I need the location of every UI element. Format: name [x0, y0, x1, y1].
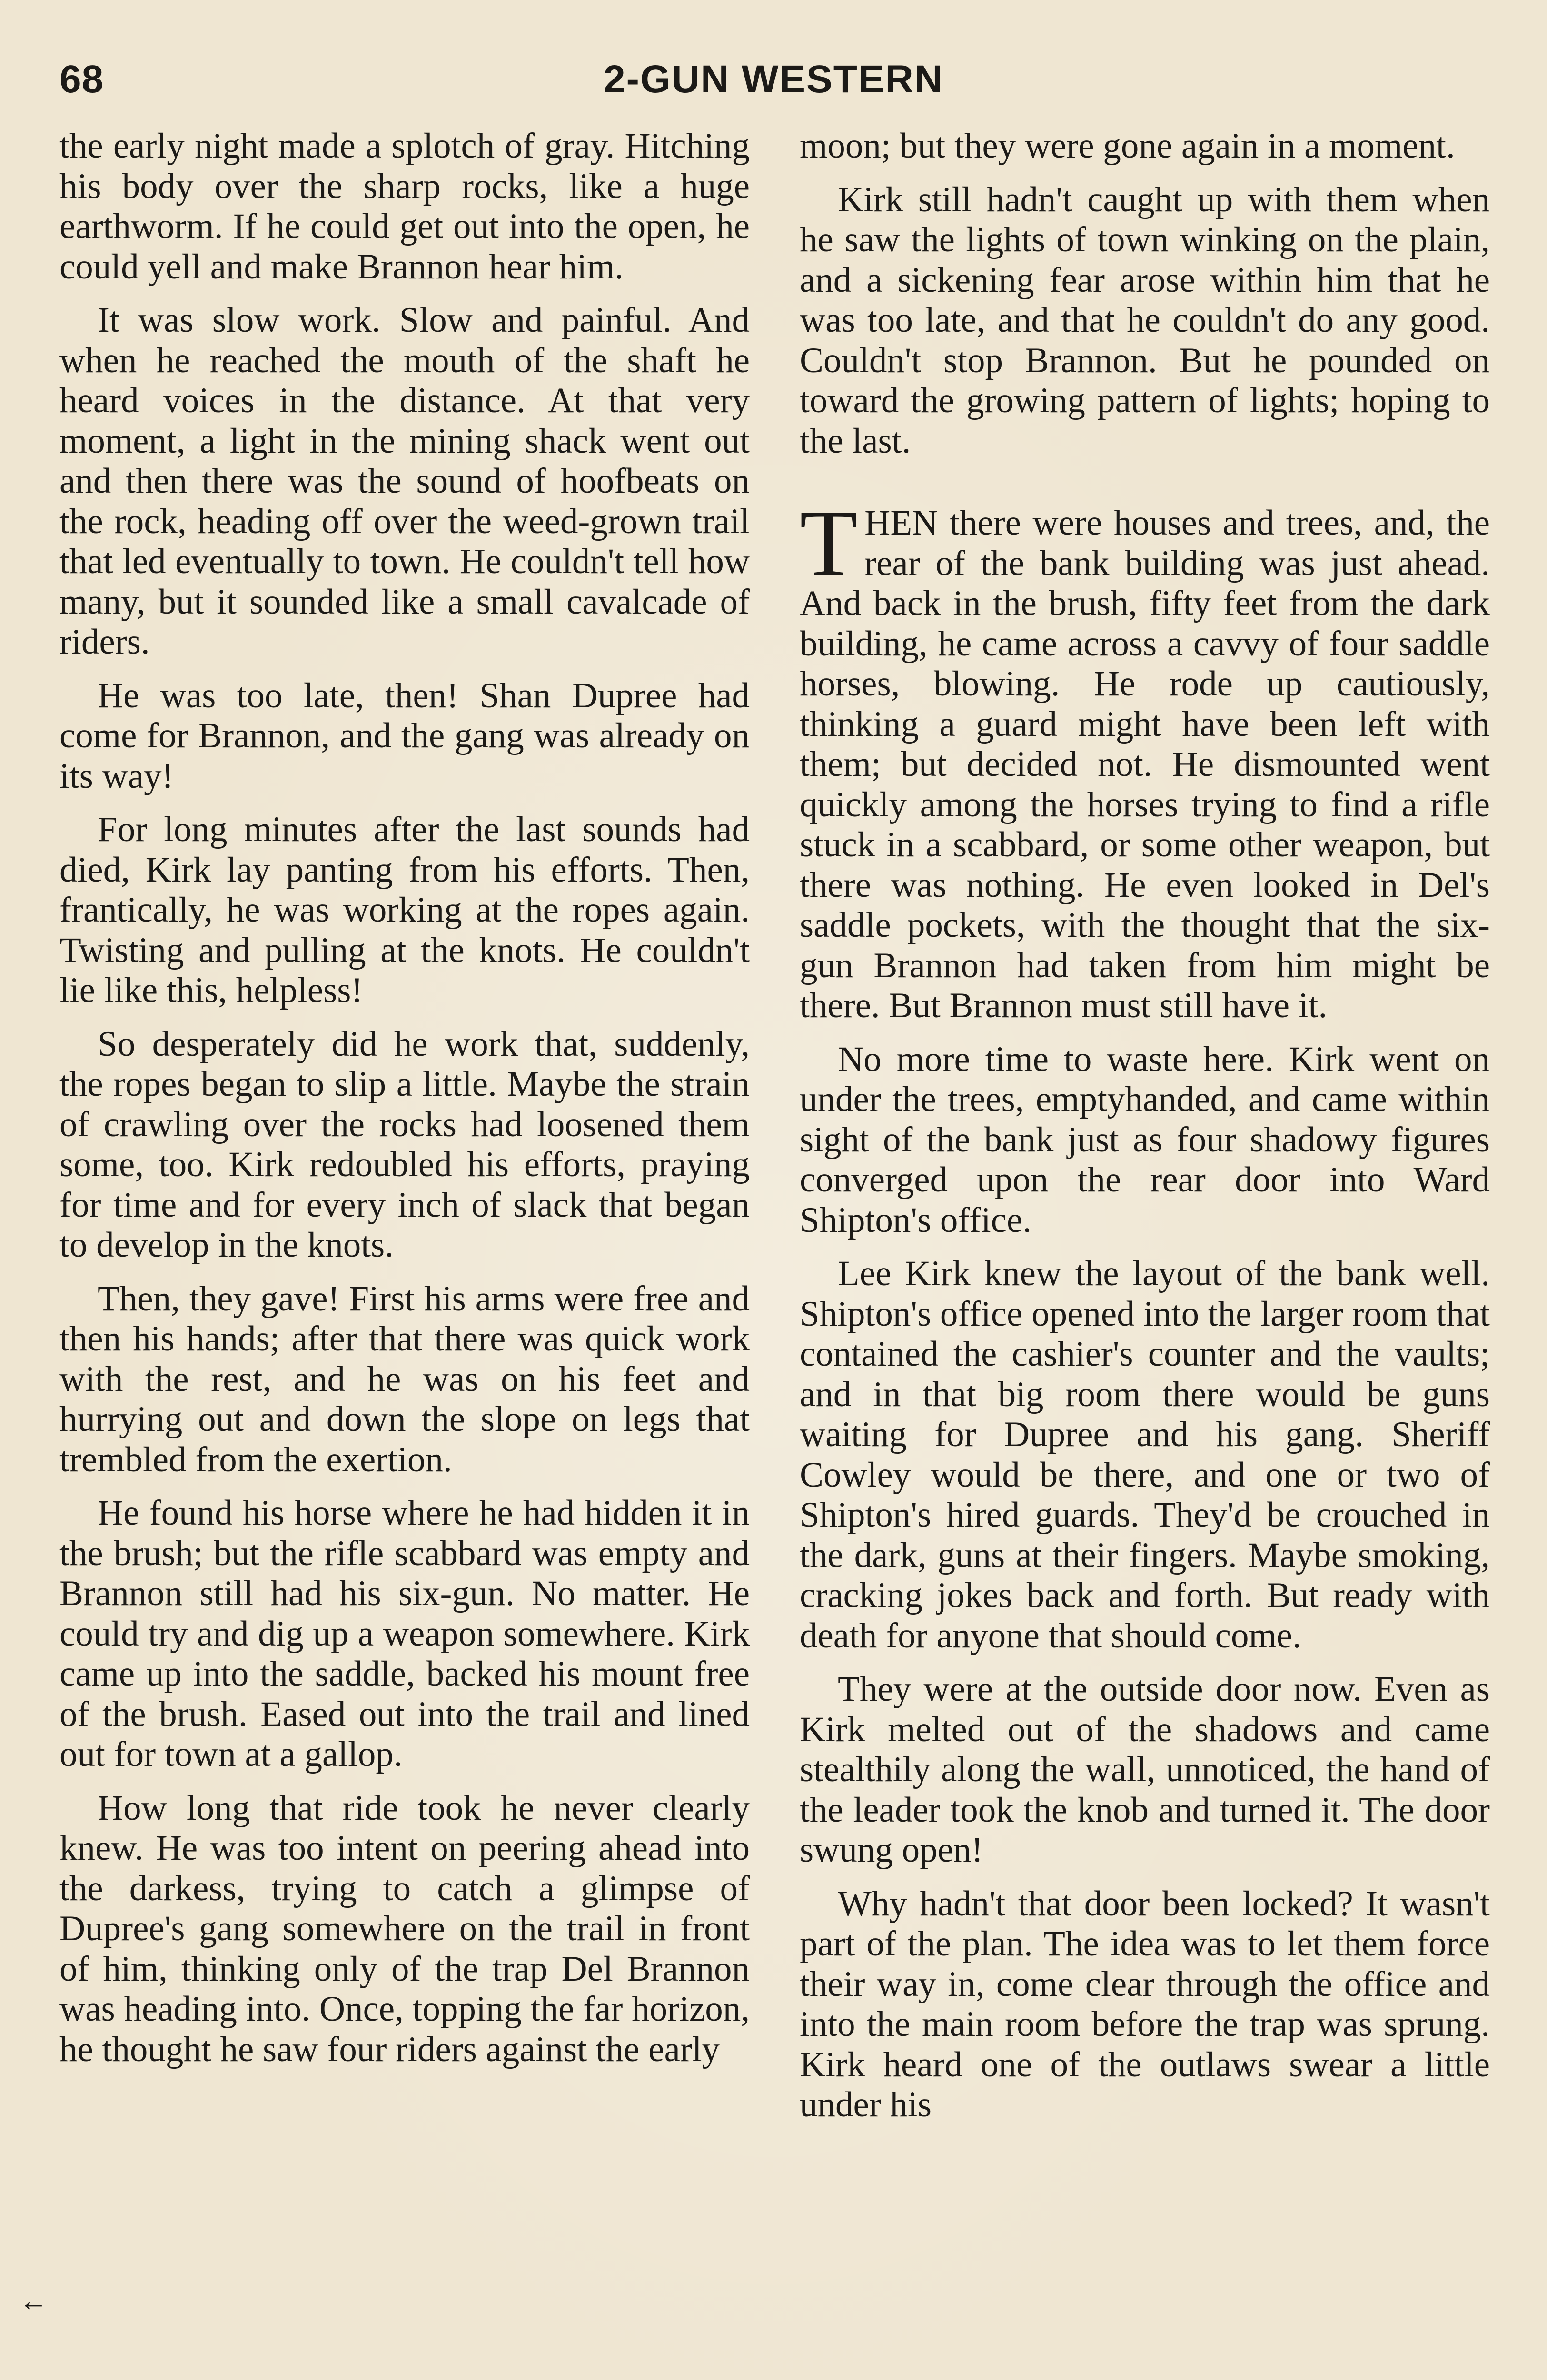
paragraph: They were at the outside door now. Even as Kirk melted out of the shadows and came stealthily along the wall, unnoticed, the hand of the leader took the knob and turned it. The door swung open!: [800, 1669, 1490, 1870]
paragraph: How long that ride took he never clearly knew. He was too intent on peering ahead into the darkess, trying to catch a glimpse of Dupree's gang somewhere on the trail in front of him, thinking only of the trap Del Brannon was heading into. Once, topping the far horizon, he thought he saw four riders against the early: [60, 1788, 750, 2069]
paragraph: Lee Kirk knew the layout of the bank well. Shipton's office opened into the larger room that contained the cashier's counter and the vaults; and in that big room there would be guns waiting for Dupree and his gang. Sheriff Cowley would be there, and one or two of Shipton's hired guards. They'd be crouched in the dark, guns at their fingers. Maybe smoking, cracking jokes back and forth. But ready with death for anyone that should come.: [800, 1254, 1490, 1656]
paragraph: Then, they gave! First his arms were free and then his hands; after that there was quick work with the rest, and he was on his feet and hurrying out and down the slope on legs that trembled from the exertion.: [60, 1279, 750, 1479]
section-start-text: HEN there were houses and trees, and, the rear of the bank building was just ahead. And back in the brush, fifty feet from the dark building, he came across a cavvy of four saddle horses, blowing. He rode up cautiously, thinking a guard might have been left with them; but decided not. He dismounted went quickly among the horses trying to find a rifle stuck in a scabbard, or some other weapon, but there was nothing. He even looked in Del's saddle pockets, with the thought that the six-gun Brannon had taken from him might be there. But Brannon must still have it.: [800, 503, 1490, 1025]
paragraph: It was slow work. Slow and painful. And when he reached the mouth of the shaft he heard voices in the distance. At that very moment, a light in the mining shack went out and then there was the sound of hoofbeats on the rock, heading off over the weed-grown trail that led eventually to town. He couldn't tell how many, but it sounded like a small cavalcade of riders.: [60, 300, 750, 662]
paragraph: Why hadn't that door been locked? It wasn't part of the plan. The idea was to let them force their way in, come clear through the office and into the main room before the trap was sprung. Kirk heard one of the outlaws swear a little under his: [800, 1884, 1490, 2124]
page-number: 68: [60, 58, 104, 101]
section-start-paragraph: [800, 491, 1490, 1026]
paragraph: No more time to waste here. Kirk went on under the trees, emptyhanded, and came within sight of the bank just as four shadowy figures converged upon the rear door into Ward Shipton's office.: [800, 1039, 1490, 1240]
paragraph: So desperately did he work that, suddenly, the ropes began to slip a little. Maybe the strain of crawling over the rocks had loosened them some, too. Kirk redoubled his efforts, praying for time and for every inch of slack that began to develop in the knots.: [60, 1024, 750, 1265]
margin-arrow-icon: ←: [19, 2285, 48, 2317]
right-column: [800, 126, 1490, 2139]
drop-cap: T: [800, 491, 858, 596]
paragraph: He was too late, then! Shan Dupree had come for Brannon, and the gang was already on its way!: [60, 675, 750, 796]
paragraph: He found his horse where he had hidden it in the brush; but the rifle scabbard was empty and Brannon still had his six-gun. No matter. He could try and dig up a weapon somewhere. Kirk came up into the saddle, backed his mount free of the brush. Eased out into the trail and lined out for town at a gallop.: [60, 1493, 750, 1774]
paragraph: Kirk still hadn't caught up with them when he saw the lights of town winking on the plain, and a sickening fear arose within him that he was too late, and that he couldn't do any good. Couldn't stop Brannon. But he pounded on toward the growing pattern of lights; hoping to the last.: [800, 179, 1490, 461]
page-header: [60, 57, 1488, 109]
running-head: 2-GUN WESTERN: [604, 58, 943, 101]
paragraph: For long minutes after the last sounds had died, Kirk lay panting from his efforts. Then, frantically, he was working at the ropes again. Twisting and pulling at the knots. He couldn't lie like this, helpless!: [60, 810, 750, 1010]
paragraph: moon; but they were gone again in a moment.: [800, 126, 1455, 166]
left-column: [60, 126, 750, 2083]
paragraph: the early night made a splotch of gray. Hitching his body over the sharp rocks, like a huge earthworm. If he could get out into the open, he could yell and make Brannon hear him.: [60, 126, 750, 287]
